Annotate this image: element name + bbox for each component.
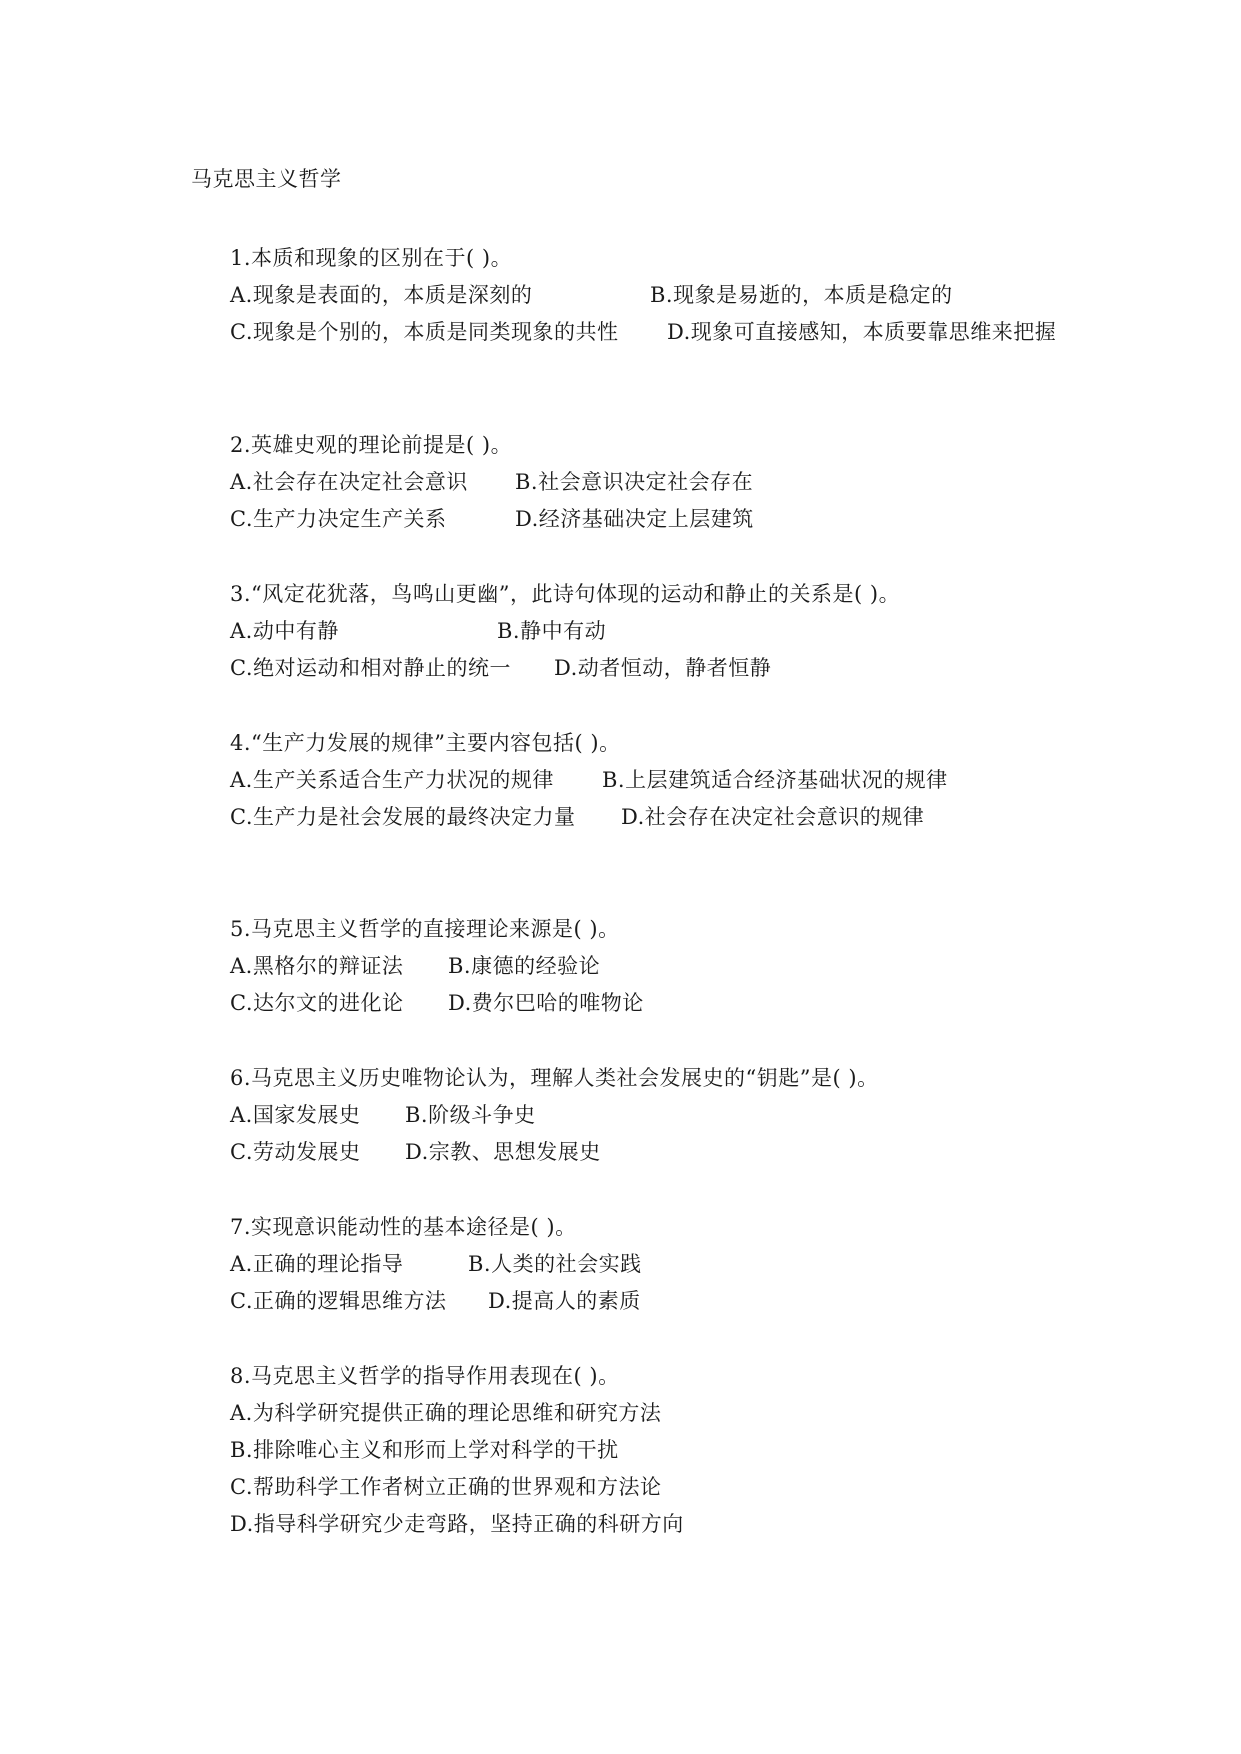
question-3 xyxy=(230,580,1130,730)
question-stem: 6.马克思主义历史唯物论认为，理解人类社会发展史的“钥匙”是( )。 xyxy=(230,1066,879,1090)
question-1 xyxy=(230,244,1130,394)
option-c: C.绝对运动和相对静止的统一 xyxy=(230,656,511,680)
option-c: C.生产力是社会发展的最终决定力量 xyxy=(230,805,576,829)
option-c: C.现象是个别的，本质是同类现象的共性 xyxy=(230,320,619,344)
option-b: B.社会意识决定社会存在 xyxy=(515,470,754,494)
option-a: A.正确的理论指导 xyxy=(230,1252,404,1276)
question-stem: 2.英雄史观的理论前提是( )。 xyxy=(230,433,513,457)
option-b: B.阶级斗争史 xyxy=(405,1103,536,1127)
option-a: A.为科学研究提供正确的理论思维和研究方法 xyxy=(230,1401,662,1425)
question-stem: 3.“风定花犹落，鸟鸣山更幽”，此诗句体现的运动和静止的关系是( )。 xyxy=(230,582,901,606)
question-5 xyxy=(230,915,1130,1065)
option-a: A.生产关系适合生产力状况的规律 xyxy=(230,768,554,792)
option-b: B.排除唯心主义和形而上学对科学的干扰 xyxy=(230,1438,619,1462)
question-stem: 5.马克思主义哲学的直接理论来源是( )。 xyxy=(230,917,620,941)
option-d: D.社会存在决定社会意识的规律 xyxy=(621,805,925,829)
option-d: D.宗教、思想发展史 xyxy=(405,1140,601,1164)
option-b: B.上层建筑适合经济基础状况的规律 xyxy=(602,768,948,792)
question-stem: 8.马克思主义哲学的指导作用表现在( )。 xyxy=(230,1364,620,1388)
option-a: A.社会存在决定社会意识 xyxy=(230,470,468,494)
option-c: C.达尔文的进化论 xyxy=(230,991,404,1015)
option-b: B.人类的社会实践 xyxy=(468,1252,642,1276)
question-7 xyxy=(230,1213,1130,1363)
option-d: D.指导科学研究少走弯路，坚持正确的科研方向 xyxy=(230,1512,684,1536)
question-2 xyxy=(230,431,1130,581)
option-b: B.现象是易逝的，本质是稳定的 xyxy=(650,283,953,307)
question-6 xyxy=(230,1064,1130,1214)
document-title: 马克思主义哲学 xyxy=(191,167,342,191)
question-stem: 7.实现意识能动性的基本途径是( )。 xyxy=(230,1215,577,1239)
question-stem: 4.“生产力发展的规律”主要内容包括( )。 xyxy=(230,731,621,755)
option-c: C.生产力决定生产关系 xyxy=(230,507,447,531)
question-stem: 1.本质和现象的区别在于( )。 xyxy=(230,246,513,270)
option-a: A.现象是表面的，本质是深刻的 xyxy=(230,283,533,307)
option-a: A.黑格尔的辩证法 xyxy=(230,954,404,978)
option-d: D.提高人的素质 xyxy=(488,1289,641,1313)
question-4 xyxy=(230,729,1130,879)
option-c: C.劳动发展史 xyxy=(230,1140,361,1164)
option-d: D.现象可直接感知，本质要靠思维来把握 xyxy=(667,320,1057,344)
option-a: A.动中有静 xyxy=(230,619,339,643)
question-8 xyxy=(230,1362,1130,1552)
option-d: D.经济基础决定上层建筑 xyxy=(515,507,754,531)
option-b: B.康德的经验论 xyxy=(448,954,601,978)
option-c: C.帮助科学工作者树立正确的世界观和方法论 xyxy=(230,1475,662,1499)
option-c: C.正确的逻辑思维方法 xyxy=(230,1289,447,1313)
option-d: D.动者恒动，静者恒静 xyxy=(554,656,772,680)
option-a: A.国家发展史 xyxy=(230,1103,361,1127)
option-b: B.静中有动 xyxy=(497,619,607,643)
option-d: D.费尔巴哈的唯物论 xyxy=(448,991,644,1015)
